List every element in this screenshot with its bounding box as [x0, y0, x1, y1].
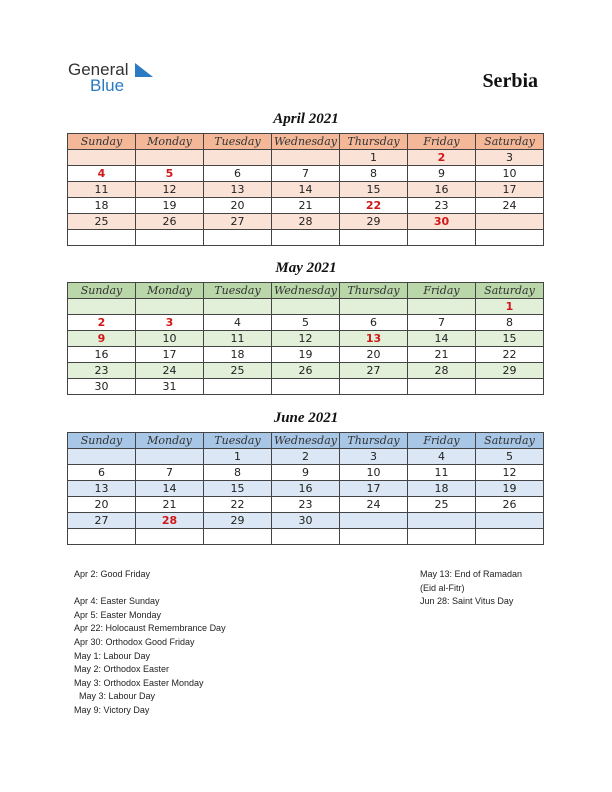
holiday-entry: Apr 4: Easter Sunday	[74, 596, 160, 607]
day-cell: 24	[476, 198, 544, 214]
day-cell: 4	[408, 449, 476, 465]
week-row	[68, 513, 544, 529]
empty-day-cell	[272, 379, 340, 395]
day-cell: 23	[272, 497, 340, 513]
empty-day-cell	[68, 150, 136, 166]
logo-triangle-icon	[135, 63, 153, 77]
weekday-header: Sunday	[68, 433, 136, 449]
weekday-header: Saturday	[476, 433, 544, 449]
day-cell: 21	[136, 497, 204, 513]
month-calendar-table	[67, 133, 544, 246]
month-calendar-table	[67, 282, 544, 395]
weekday-header-row	[68, 283, 544, 299]
day-cell: 24	[136, 363, 204, 379]
day-cell: 18	[68, 198, 136, 214]
day-cell: 16	[408, 182, 476, 198]
day-cell: 8	[340, 166, 408, 182]
day-cell: 28	[272, 214, 340, 230]
empty-day-cell	[204, 379, 272, 395]
holiday-entry	[74, 582, 226, 596]
week-row	[68, 150, 544, 166]
day-cell: 30	[68, 379, 136, 395]
day-cell: 17	[476, 182, 544, 198]
empty-day-cell	[68, 449, 136, 465]
week-row	[68, 299, 544, 315]
day-cell: 14	[408, 331, 476, 347]
day-cell: 11	[68, 182, 136, 198]
holiday-entry: Jun 28: Saint Vitus Day	[420, 596, 514, 607]
day-cell: 7	[272, 166, 340, 182]
holiday-day-cell: 9	[68, 331, 136, 347]
day-cell: 10	[476, 166, 544, 182]
empty-day-cell	[340, 513, 408, 529]
day-cell: 12	[272, 331, 340, 347]
week-row	[68, 182, 544, 198]
day-cell: 8	[204, 465, 272, 481]
weekday-header: Wednesday	[272, 134, 340, 150]
day-cell: 14	[272, 182, 340, 198]
day-cell: 1	[204, 449, 272, 465]
day-cell: 27	[340, 363, 408, 379]
empty-day-cell	[272, 299, 340, 315]
month-title: April 2021	[273, 111, 339, 127]
weekday-header: Monday	[136, 433, 204, 449]
day-cell: 26	[136, 214, 204, 230]
day-cell: 5	[476, 449, 544, 465]
day-cell: 7	[136, 465, 204, 481]
day-cell: 17	[340, 481, 408, 497]
empty-day-cell	[476, 379, 544, 395]
empty-day-cell	[272, 529, 340, 545]
month-title: May 2021	[275, 260, 337, 276]
day-cell: 6	[340, 315, 408, 331]
day-cell: 15	[476, 331, 544, 347]
day-cell: 16	[272, 481, 340, 497]
day-cell: 28	[408, 363, 476, 379]
day-cell: 29	[476, 363, 544, 379]
empty-day-cell	[408, 379, 476, 395]
week-row	[68, 214, 544, 230]
week-row	[68, 166, 544, 182]
empty-day-cell	[136, 449, 204, 465]
weekday-header: Thursday	[340, 433, 408, 449]
day-cell: 3	[340, 449, 408, 465]
week-row	[68, 529, 544, 545]
week-row	[68, 315, 544, 331]
holiday-entry: (Eid al-Fitr)	[420, 582, 465, 593]
empty-day-cell	[408, 513, 476, 529]
week-row	[68, 497, 544, 513]
day-cell: 19	[272, 347, 340, 363]
day-cell: 31	[136, 379, 204, 395]
day-cell: 29	[340, 214, 408, 230]
weekday-header-row	[68, 433, 544, 449]
empty-day-cell	[136, 150, 204, 166]
week-row	[68, 379, 544, 395]
day-cell: 18	[408, 481, 476, 497]
day-cell: 6	[204, 166, 272, 182]
weekday-header: Friday	[408, 134, 476, 150]
day-cell: 13	[204, 182, 272, 198]
empty-day-cell	[68, 299, 136, 315]
weekday-header: Monday	[136, 134, 204, 150]
day-cell: 5	[272, 315, 340, 331]
weekday-header: Wednesday	[272, 283, 340, 299]
day-cell: 4	[204, 315, 272, 331]
holiday-entry: May 1: Labour Day	[74, 650, 151, 661]
holiday-day-cell: 22	[340, 198, 408, 214]
holiday-day-cell: 30	[408, 214, 476, 230]
empty-day-cell	[340, 529, 408, 545]
holiday-entry: Apr 22: Holocaust Remembrance Day	[74, 623, 226, 634]
day-cell: 15	[204, 481, 272, 497]
empty-day-cell	[408, 230, 476, 246]
day-cell: 27	[204, 214, 272, 230]
day-cell: 9	[272, 465, 340, 481]
day-cell: 12	[476, 465, 544, 481]
day-cell: 29	[204, 513, 272, 529]
empty-day-cell	[204, 529, 272, 545]
empty-day-cell	[204, 299, 272, 315]
empty-day-cell	[136, 230, 204, 246]
day-cell: 6	[68, 465, 136, 481]
empty-day-cell	[476, 214, 544, 230]
holiday-day-cell: 2	[68, 315, 136, 331]
weekday-header: Wednesday	[272, 433, 340, 449]
month-calendar-table	[67, 432, 544, 545]
week-row	[68, 465, 544, 481]
empty-day-cell	[408, 299, 476, 315]
holiday-list-left	[74, 568, 226, 718]
holiday-day-cell: 13	[340, 331, 408, 347]
day-cell: 10	[136, 331, 204, 347]
day-cell: 23	[68, 363, 136, 379]
empty-day-cell	[68, 230, 136, 246]
day-cell: 15	[340, 182, 408, 198]
day-cell: 14	[136, 481, 204, 497]
day-cell: 19	[476, 481, 544, 497]
day-cell: 26	[272, 363, 340, 379]
day-cell: 21	[272, 198, 340, 214]
day-cell: 25	[408, 497, 476, 513]
week-row	[68, 347, 544, 363]
day-cell: 9	[408, 166, 476, 182]
empty-day-cell	[204, 230, 272, 246]
week-row	[68, 230, 544, 246]
holiday-entry: Apr 30: Orthodox Good Friday	[74, 636, 195, 647]
week-row	[68, 449, 544, 465]
empty-day-cell	[340, 230, 408, 246]
weekday-header: Saturday	[476, 283, 544, 299]
month-title: June 2021	[273, 410, 339, 426]
day-cell: 30	[272, 513, 340, 529]
weekday-header: Tuesday	[204, 134, 272, 150]
empty-day-cell	[408, 529, 476, 545]
holiday-day-cell: 2	[408, 150, 476, 166]
day-cell: 21	[408, 347, 476, 363]
day-cell: 16	[68, 347, 136, 363]
day-cell: 18	[204, 347, 272, 363]
weekday-header: Thursday	[340, 283, 408, 299]
weekday-header-row	[68, 134, 544, 150]
logo-text-blue: Blue	[90, 76, 125, 95]
day-cell: 7	[408, 315, 476, 331]
day-cell: 22	[204, 497, 272, 513]
week-row	[68, 198, 544, 214]
day-cell: 23	[408, 198, 476, 214]
day-cell: 22	[476, 347, 544, 363]
empty-day-cell	[340, 379, 408, 395]
day-cell: 26	[476, 497, 544, 513]
day-cell: 13	[68, 481, 136, 497]
weekday-header: Tuesday	[204, 433, 272, 449]
day-cell: 19	[136, 198, 204, 214]
weekday-header: Saturday	[476, 134, 544, 150]
day-cell: 11	[204, 331, 272, 347]
empty-day-cell	[136, 299, 204, 315]
day-cell: 2	[272, 449, 340, 465]
holiday-entry: Apr 5: Easter Monday	[74, 609, 162, 620]
holiday-entry: May 3: Orthodox Easter Monday	[74, 677, 204, 688]
holiday-day-cell: 1	[476, 299, 544, 315]
day-cell: 20	[204, 198, 272, 214]
day-cell: 20	[68, 497, 136, 513]
empty-day-cell	[272, 230, 340, 246]
holiday-entry: May 2: Orthodox Easter	[74, 664, 170, 675]
weekday-header: Thursday	[340, 134, 408, 150]
empty-day-cell	[204, 150, 272, 166]
week-row	[68, 363, 544, 379]
weekday-header: Sunday	[68, 283, 136, 299]
day-cell: 27	[68, 513, 136, 529]
empty-day-cell	[136, 529, 204, 545]
day-cell: 1	[340, 150, 408, 166]
holiday-entry: Apr 2: Good Friday	[74, 569, 151, 579]
day-cell: 24	[340, 497, 408, 513]
weekday-header: Friday	[408, 283, 476, 299]
empty-day-cell	[68, 529, 136, 545]
day-cell: 11	[408, 465, 476, 481]
day-cell: 25	[68, 214, 136, 230]
holiday-day-cell: 4	[68, 166, 136, 182]
holiday-entry: May 3: Labour Day	[79, 691, 156, 702]
weekday-header: Tuesday	[204, 283, 272, 299]
empty-day-cell	[476, 529, 544, 545]
logo-text-general: General	[68, 60, 129, 79]
day-cell: 8	[476, 315, 544, 331]
empty-day-cell	[272, 150, 340, 166]
day-cell: 25	[204, 363, 272, 379]
day-cell: 20	[340, 347, 408, 363]
empty-day-cell	[476, 513, 544, 529]
country-title: Serbia	[482, 70, 538, 92]
day-cell: 10	[340, 465, 408, 481]
holiday-entry: May 13: End of Ramadan	[420, 569, 523, 579]
day-cell: 3	[476, 150, 544, 166]
holiday-day-cell: 5	[136, 166, 204, 182]
holiday-day-cell: 3	[136, 315, 204, 331]
day-cell: 17	[136, 347, 204, 363]
day-cell: 12	[136, 182, 204, 198]
week-row	[68, 481, 544, 497]
holiday-entry: May 9: Victory Day	[74, 704, 150, 715]
weekday-header: Monday	[136, 283, 204, 299]
weekday-header: Friday	[408, 433, 476, 449]
empty-day-cell	[476, 230, 544, 246]
holiday-list-right	[420, 568, 522, 609]
week-row	[68, 331, 544, 347]
holiday-day-cell: 28	[136, 513, 204, 529]
empty-day-cell	[340, 299, 408, 315]
weekday-header: Sunday	[68, 134, 136, 150]
